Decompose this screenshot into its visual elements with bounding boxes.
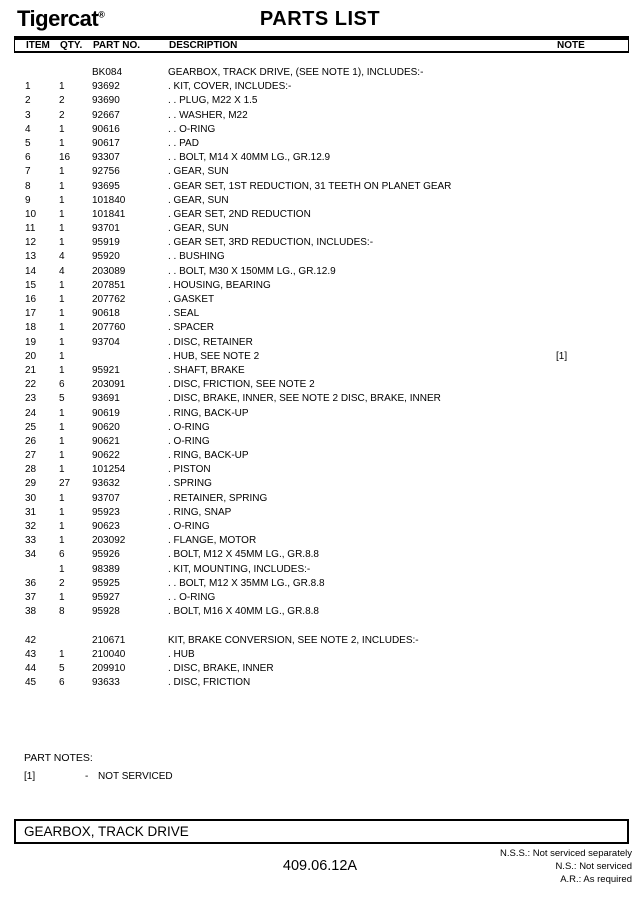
cell-qty: 1	[59, 237, 65, 249]
cell-desc: . . BOLT, M12 X 35MM LG., GR.8.8	[168, 577, 325, 589]
cell-item: 1	[25, 81, 31, 93]
table-row	[14, 407, 630, 421]
cell-desc: GEARBOX, TRACK DRIVE, (SEE NOTE 1), INCLUDES:-	[168, 67, 424, 78]
cell-item: 44	[25, 662, 37, 674]
table-row	[14, 548, 630, 562]
table-row	[14, 534, 630, 548]
cell-qty: 1	[59, 336, 65, 348]
cell-qty: 1	[59, 563, 65, 575]
cell-item: 16	[25, 294, 37, 305]
cell-item: 10	[25, 208, 37, 220]
cell-qty: 4	[59, 251, 65, 263]
cell-desc: . RING, BACK-UP	[168, 450, 249, 462]
cell-qty: 1	[59, 123, 65, 135]
cell-item: 31	[25, 506, 37, 518]
cell-desc: . GEAR SET, 3RD REDUCTION, INCLUDES:-	[168, 237, 374, 249]
cell-desc: . . PAD	[168, 137, 199, 149]
cell-item: 24	[25, 407, 37, 419]
cell-part: 90616	[92, 123, 120, 135]
cell-item: 33	[25, 535, 37, 547]
cell-desc: . . BOLT, M30 X 150MM LG., GR.12.9	[168, 265, 336, 277]
table-row	[14, 435, 630, 449]
cell-qty: 1	[59, 294, 65, 305]
cell-item: 43	[25, 648, 37, 660]
cell-item: 21	[25, 364, 37, 376]
cell-qty: 6	[59, 379, 65, 391]
cell-desc: . . PLUG, M22 X 1.5	[168, 95, 258, 107]
cell-part: 95921	[92, 364, 120, 376]
cell-item: 5	[25, 137, 31, 149]
cell-item: 15	[25, 279, 37, 291]
cell-qty: 6	[59, 677, 65, 689]
table-row	[14, 307, 630, 321]
cell-qty: 1	[59, 180, 65, 192]
cell-part: 203089	[92, 265, 126, 277]
note-ref: [1]	[24, 771, 36, 782]
table-row	[14, 506, 630, 520]
cell-qty: 1	[59, 208, 65, 220]
table-row	[14, 591, 630, 605]
table-row	[14, 250, 630, 264]
cell-item: 18	[25, 322, 37, 334]
cell-qty: 1	[59, 450, 65, 462]
table-row	[14, 236, 630, 250]
table-row	[14, 378, 630, 392]
cell-part: 90618	[92, 308, 120, 320]
table-row	[14, 265, 630, 279]
cell-desc: . . BOLT, M14 X 40MM LG., GR.12.9	[168, 152, 331, 164]
cell-item: 38	[25, 606, 37, 618]
cell-part: 95925	[92, 577, 120, 589]
page-title: PARTS LIST	[259, 8, 381, 30]
table-row	[14, 165, 630, 179]
cell-item: 22	[25, 379, 37, 391]
cell-desc: . O-RING	[168, 421, 210, 433]
cell-part: 203092	[92, 535, 126, 547]
cell-part: 93707	[92, 492, 120, 504]
cell-part: 210040	[92, 648, 126, 660]
table-row	[14, 619, 630, 633]
cell-item: 30	[25, 492, 37, 504]
table-row	[14, 180, 630, 194]
cell-part: 93690	[92, 95, 120, 107]
cell-item: 34	[25, 549, 37, 561]
table-row	[14, 350, 630, 364]
cell-part: 93704	[92, 336, 120, 348]
cell-qty: 5	[59, 662, 65, 674]
table-row	[14, 222, 630, 236]
cell-qty: 1	[59, 435, 65, 447]
cell-item: 32	[25, 521, 37, 532]
cell-part: 98389	[92, 563, 120, 575]
cell-part: 90621	[92, 435, 120, 447]
cell-part: 210671	[92, 634, 126, 646]
table-row	[14, 123, 630, 137]
cell-part: 93307	[92, 152, 120, 164]
cell-qty: 1	[59, 194, 65, 206]
cell-qty: 4	[59, 265, 65, 277]
cell-item: 3	[25, 109, 31, 121]
cell-desc: . DISC, RETAINER	[168, 336, 253, 348]
cell-item: 12	[25, 237, 37, 249]
cell-desc: . DISC, FRICTION, SEE NOTE 2	[168, 379, 315, 391]
cell-desc: . DISC, FRICTION	[168, 677, 251, 689]
cell-part: 95919	[92, 237, 120, 249]
table-body	[14, 66, 630, 690]
legend-line-nss: N.S.S.: Not serviced separately	[500, 848, 632, 859]
cell-desc: . KIT, MOUNTING, INCLUDES:-	[168, 563, 311, 575]
cell-part: 93633	[92, 677, 120, 689]
cell-qty: 1	[59, 648, 65, 660]
cell-desc: . FLANGE, MOTOR	[168, 535, 257, 547]
cell-note: [1]	[556, 350, 568, 362]
table-row	[14, 520, 630, 534]
cell-part: 101840	[92, 194, 126, 206]
cell-qty: 16	[59, 152, 71, 164]
cell-desc: . O-RING	[168, 521, 210, 532]
cell-qty: 6	[59, 549, 65, 561]
cell-part: BK084	[92, 67, 123, 78]
cell-part: 90619	[92, 407, 120, 419]
cell-part: 207851	[92, 279, 126, 291]
cell-part: 95926	[92, 549, 120, 561]
cell-part: 95927	[92, 591, 120, 603]
table-row	[14, 676, 630, 690]
cell-item: 36	[25, 577, 37, 589]
cell-item: 13	[25, 251, 37, 263]
table-row	[14, 137, 630, 151]
table-row	[14, 336, 630, 350]
cell-desc: . RETAINER, SPRING	[168, 492, 268, 504]
table-row	[14, 492, 630, 506]
cell-desc: . SHAFT, BRAKE	[168, 364, 245, 376]
table-row	[14, 577, 630, 591]
cell-item: 25	[25, 421, 37, 433]
table-row	[14, 208, 630, 222]
table-row	[14, 109, 630, 123]
cell-part: 203091	[92, 379, 126, 391]
cell-item: 42	[25, 634, 37, 646]
cell-desc: . HUB, SEE NOTE 2	[168, 350, 260, 362]
note-text: NOT SERVICED	[98, 771, 173, 782]
cell-qty: 1	[59, 591, 65, 603]
cell-desc: . GEAR, SUN	[168, 166, 229, 178]
cell-qty: 1	[59, 364, 65, 376]
table-row	[14, 66, 630, 80]
table-row	[14, 463, 630, 477]
header-item: ITEM	[26, 40, 50, 51]
cell-desc: . HUB	[168, 648, 195, 660]
table-row	[14, 563, 630, 577]
table-row	[14, 662, 630, 676]
cell-qty: 1	[59, 535, 65, 547]
cell-qty: 1	[59, 166, 65, 178]
cell-desc: . KIT, COVER, INCLUDES:-	[168, 81, 292, 93]
cell-part: 207760	[92, 322, 126, 334]
cell-qty: 2	[59, 95, 65, 107]
cell-qty: 1	[59, 308, 65, 320]
cell-part: 92667	[92, 109, 120, 121]
legend-line-ar: A.R.: As required	[560, 874, 632, 885]
header-part-no: PART NO.	[93, 40, 141, 51]
registered-mark: ®	[98, 9, 105, 20]
header-note: NOTE	[557, 40, 585, 51]
table-header	[14, 36, 629, 53]
cell-qty: 2	[59, 577, 65, 589]
cell-item: 14	[25, 265, 37, 277]
table-row	[14, 151, 630, 165]
cell-part: 207762	[92, 294, 126, 305]
table-row	[14, 279, 630, 293]
table-row	[14, 321, 630, 335]
cell-part: 95920	[92, 251, 120, 263]
legend-line-ns: N.S.: Not serviced	[555, 861, 632, 872]
table-row	[14, 477, 630, 491]
cell-desc: . GASKET	[168, 294, 215, 305]
table-row	[14, 605, 630, 619]
cell-item: 2	[25, 95, 31, 107]
cell-qty: 1	[59, 223, 65, 235]
cell-item: 29	[25, 478, 37, 490]
cell-desc: . DISC, BRAKE, INNER	[168, 662, 274, 674]
cell-desc: . . O-RING	[168, 591, 216, 603]
part-note-line	[24, 771, 324, 784]
table-row	[14, 634, 630, 648]
cell-desc: . O-RING	[168, 435, 210, 447]
cell-desc: . GEAR, SUN	[168, 194, 229, 206]
cell-qty: 1	[59, 492, 65, 504]
cell-desc: . GEAR SET, 2ND REDUCTION	[168, 208, 311, 220]
table-row	[14, 648, 630, 662]
cell-desc: . RING, SNAP	[168, 506, 232, 518]
cell-qty: 2	[59, 109, 65, 121]
table-row	[14, 80, 630, 94]
cell-desc: . . BUSHING	[168, 251, 225, 263]
cell-desc: . . WASHER, M22	[168, 109, 248, 121]
cell-item: 20	[25, 350, 37, 362]
cell-part: 90623	[92, 521, 120, 532]
cell-item: 19	[25, 336, 37, 348]
cell-desc: . SEAL	[168, 308, 200, 320]
cell-desc: . . O-RING	[168, 123, 216, 135]
cell-desc: . GEAR SET, 1ST REDUCTION, 31 TEETH ON PLANET GEAR	[168, 180, 452, 192]
cell-desc: . GEAR, SUN	[168, 223, 229, 235]
part-notes-heading: PART NOTES:	[24, 752, 93, 764]
cell-item: 4	[25, 123, 31, 135]
cell-item: 28	[25, 464, 37, 476]
header-qty: QTY.	[60, 40, 83, 51]
cell-desc: . BOLT, M16 X 40MM LG., GR.8.8	[168, 606, 319, 618]
cell-part: 90620	[92, 421, 120, 433]
cell-desc: . DISC, BRAKE, INNER, SEE NOTE 2 DISC, BRAKE, INNER	[168, 393, 441, 405]
cell-desc: . SPACER	[168, 322, 214, 334]
cell-part: 95928	[92, 606, 120, 618]
cell-item: 7	[25, 166, 31, 178]
cell-desc: . HOUSING, BEARING	[168, 279, 271, 291]
cell-item: 11	[25, 223, 36, 235]
cell-part: 93695	[92, 180, 120, 192]
cell-qty: 1	[59, 407, 65, 419]
table-row	[14, 94, 630, 108]
cell-item: 9	[25, 194, 31, 206]
cell-item: 27	[25, 450, 37, 462]
cell-qty: 1	[59, 464, 65, 476]
table-row	[14, 364, 630, 378]
cell-part: 90622	[92, 450, 120, 462]
table-row	[14, 392, 630, 406]
cell-qty: 1	[59, 521, 65, 532]
table-row	[14, 194, 630, 208]
cell-qty: 1	[59, 421, 65, 433]
cell-desc: KIT, BRAKE CONVERSION, SEE NOTE 2, INCLUDES:-	[168, 634, 419, 646]
cell-desc: . BOLT, M12 X 45MM LG., GR.8.8	[168, 549, 319, 561]
table-row	[14, 293, 630, 307]
cell-part: 209910	[92, 662, 126, 674]
page-code: 409.06.12A	[282, 858, 358, 874]
assembly-title-box	[14, 819, 629, 844]
cell-part: 92756	[92, 166, 120, 178]
cell-qty: 1	[59, 350, 65, 362]
assembly-title: GEARBOX, TRACK DRIVE	[24, 824, 189, 839]
cell-desc: . RING, BACK-UP	[168, 407, 249, 419]
cell-part: 93632	[92, 478, 120, 490]
cell-item: 45	[25, 677, 37, 689]
cell-qty: 1	[59, 322, 65, 334]
table-row	[14, 449, 630, 463]
cell-part: 95923	[92, 506, 120, 518]
cell-part: 93691	[92, 393, 120, 405]
cell-item: 17	[25, 308, 37, 320]
cell-item: 6	[25, 152, 31, 164]
cell-part: 90617	[92, 137, 120, 149]
cell-qty: 1	[59, 506, 65, 518]
cell-qty: 8	[59, 606, 65, 618]
cell-part: 101254	[92, 464, 126, 476]
cell-qty: 1	[59, 81, 65, 93]
cell-item: 8	[25, 180, 31, 192]
cell-item: 37	[25, 591, 37, 603]
cell-desc: . PISTON	[168, 464, 211, 476]
brand-name: Tigercat	[17, 6, 99, 31]
cell-part: 93692	[92, 81, 120, 93]
cell-qty: 5	[59, 393, 65, 405]
cell-qty: 1	[59, 137, 65, 149]
note-dash: -	[85, 771, 89, 782]
cell-qty: 1	[59, 279, 65, 291]
cell-item: 23	[25, 393, 37, 405]
table-row	[14, 421, 630, 435]
cell-desc: . SPRING	[168, 478, 212, 490]
cell-qty: 27	[59, 478, 71, 490]
cell-part: 93701	[92, 223, 120, 235]
header-description: DESCRIPTION	[169, 40, 238, 51]
cell-part: 101841	[92, 208, 126, 220]
cell-item: 26	[25, 435, 37, 447]
